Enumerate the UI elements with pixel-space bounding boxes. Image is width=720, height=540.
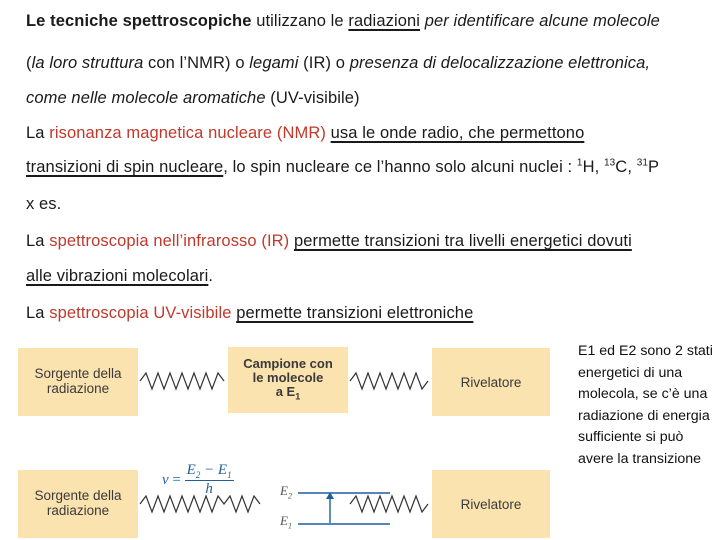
text-span: , lo spin nucleare ce l’hanno solo alcuni nuclei : (223, 158, 577, 176)
text-span: ( (26, 54, 32, 72)
text-span: come nelle molecole aromatiche (26, 89, 266, 107)
text-span: legami (249, 54, 299, 72)
subscript: 2 (195, 470, 201, 480)
formula-fraction (185, 462, 234, 498)
source-label: radiazione (46, 503, 110, 518)
detector-label: Rivelatore (460, 496, 522, 512)
underlined-text: permette transizioni tra livelli energetici dovuti (293, 232, 632, 250)
subscript: 1 (287, 521, 292, 531)
formula-eq: = (168, 471, 185, 488)
subscript: 2 (287, 491, 292, 501)
e2-label (280, 483, 292, 501)
underlined-text: transizioni di spin nucleare (26, 158, 224, 176)
text-line-2 (26, 54, 650, 73)
text-span: H, (582, 158, 604, 176)
detector-box-2 (432, 470, 550, 538)
formula-denominator: h (205, 481, 213, 497)
text-line-1 (26, 12, 660, 31)
text-span: C, (615, 158, 637, 176)
text-line-6: x es. (26, 195, 62, 213)
text-span: per identificare alcune molecole (420, 12, 660, 30)
e1-label (280, 513, 292, 531)
text-span: (UV-visibile) (265, 89, 360, 107)
uv-term: spettroscopia UV-visibile (49, 304, 232, 322)
detector-label: Rivelatore (460, 374, 522, 390)
formula-nu: ν (162, 471, 169, 488)
text-span: utilizzano le (251, 12, 349, 30)
underlined-text: permette transizioni elettroniche (236, 304, 474, 322)
text-line-5 (26, 158, 659, 177)
underlined-radiazioni: radiazioni (348, 12, 421, 30)
text-span: la loro struttura (31, 54, 144, 72)
source-label: radiazione (46, 381, 110, 396)
text-span: . (208, 267, 214, 285)
explanation-note: E1 ed E2 sono 2 stati energetici di una molecola, se c’è una radiazione di energia sufficiente si può avere la transizione (578, 343, 713, 467)
subscript: 1 (295, 391, 301, 402)
wave-2 (140, 496, 260, 512)
level-text: E (280, 513, 288, 528)
wave-1b (350, 373, 428, 389)
text-line-4 (26, 124, 584, 143)
text-span: con l’NMR) o (143, 54, 250, 72)
sample-label: Campione con (243, 356, 333, 372)
text-line-8 (26, 267, 213, 286)
nmr-term: risonanza magnetica nucleare (NMR) (49, 124, 326, 142)
text-line-9 (26, 304, 473, 323)
level-text: E (280, 483, 288, 498)
intro-bold: Le tecniche spettroscopiche (26, 12, 252, 30)
text-span: (IR) o (298, 54, 350, 72)
radiation-source-box (18, 348, 138, 416)
underlined-text: usa le onde radio, che permettono (330, 124, 585, 142)
formula-text: − E (200, 462, 228, 478)
formula-text: E (186, 462, 196, 478)
text-line-7 (26, 232, 632, 251)
text-span: La (26, 232, 50, 250)
frequency-formula (162, 462, 234, 498)
wave-1a (140, 373, 224, 389)
superscript: 13 (603, 157, 616, 169)
formula-numerator (185, 462, 234, 481)
source-label: Sorgente della (34, 488, 122, 504)
text-span: presenza di delocalizzazione elettronica, (349, 54, 651, 72)
sample-box (228, 347, 348, 413)
sample-label: a E (275, 384, 296, 400)
text-line-3 (26, 89, 360, 108)
superscript: 1 (576, 157, 583, 169)
sample-label: le molecole (252, 370, 324, 386)
detector-box (432, 348, 550, 416)
text-span: La (26, 124, 50, 142)
text-span: La (26, 304, 50, 322)
underlined-text: alle vibrazioni molecolari (26, 267, 209, 285)
ir-term: spettroscopia nell’infrarosso (IR) (49, 232, 290, 250)
radiation-source-box-2 (18, 470, 138, 538)
wave-2b (350, 496, 428, 512)
superscript: 31 (636, 157, 649, 169)
source-label: Sorgente della (34, 366, 122, 382)
subscript: 1 (227, 470, 232, 480)
transition-arrowhead (326, 492, 334, 499)
text-span: P (648, 158, 660, 176)
